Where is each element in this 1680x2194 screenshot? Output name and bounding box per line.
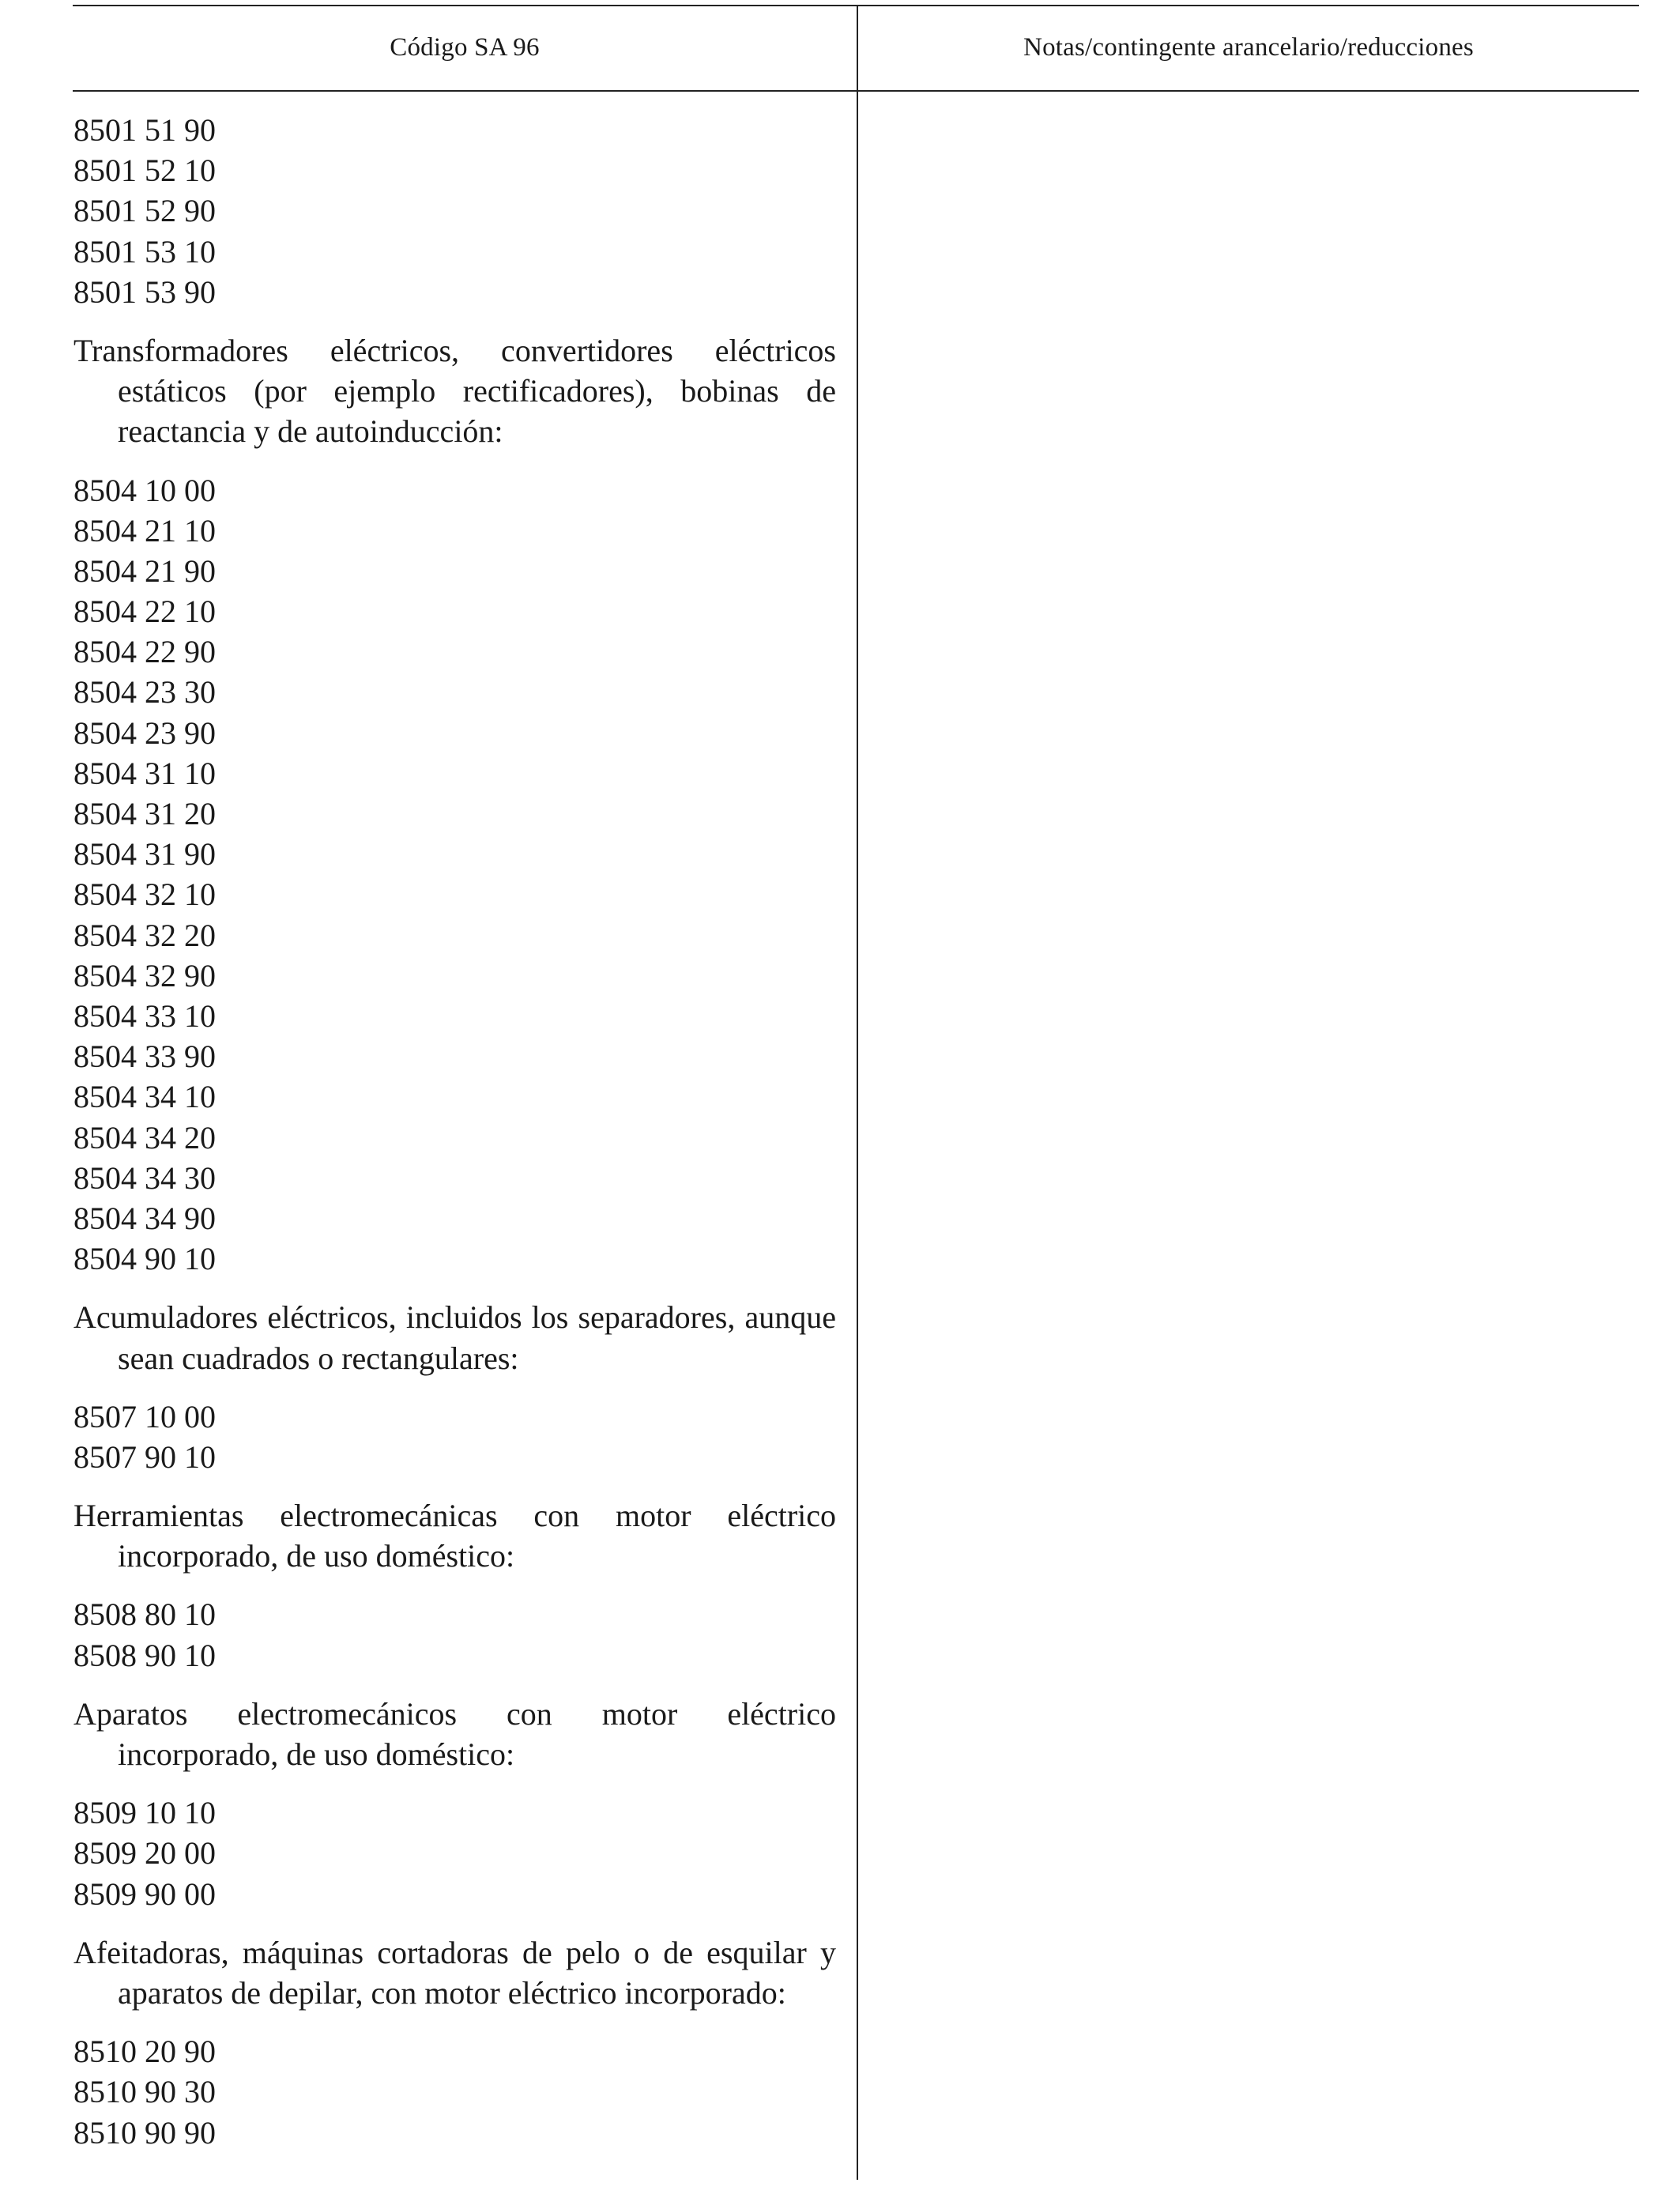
column-divider xyxy=(857,5,858,2180)
table-header-rule xyxy=(73,90,1639,92)
hs-code: 8509 90 00 xyxy=(73,1875,216,1912)
hs-code: 8504 23 90 xyxy=(73,714,216,751)
heading-description: Transformadores eléctricos, convertidores eléctricos estáticos (por ejemplo rectificadores), bobinas de reactancia y de autoinducción: xyxy=(73,332,836,450)
hs-code: 8504 22 10 xyxy=(73,594,216,630)
code-group xyxy=(73,2031,836,2153)
hs-code: 8508 90 10 xyxy=(73,1637,216,1673)
hs-code: 8504 33 90 xyxy=(73,1039,216,1075)
heading-description: Afeitadoras, máquinas cortadoras de pelo o de esquilar y aparatos de depilar, con motor eléctrico incorporado: xyxy=(73,1934,836,2011)
hs-code: 8504 21 90 xyxy=(73,552,216,589)
hs-code: 8501 51 90 xyxy=(73,112,216,148)
hs-code: 8504 32 10 xyxy=(73,876,216,913)
heading-description: Aparatos electromecánicos con motor eléctrico incorporado, de uso doméstico: xyxy=(73,1695,836,1773)
hs-code: 8504 33 10 xyxy=(73,997,216,1034)
hs-code: 8504 10 00 xyxy=(73,472,216,508)
hs-code: 8504 22 90 xyxy=(73,634,216,670)
hs-code: 8501 53 10 xyxy=(73,233,216,270)
hs-code: 8504 34 90 xyxy=(73,1200,216,1236)
hs-code: 8504 31 90 xyxy=(73,836,216,873)
code-group xyxy=(73,1594,836,1675)
column-header-notes: Notas/contingente arancelario/reducciones xyxy=(1023,32,1474,62)
hs-code: 8504 32 20 xyxy=(73,917,216,953)
hs-code: 8504 32 90 xyxy=(73,957,216,993)
hs-code: 8509 20 00 xyxy=(73,1835,216,1872)
code-group xyxy=(73,1793,836,1914)
heading-description: Herramientas electromecánicas con motor eléctrico incorporado, de uso doméstico: xyxy=(73,1498,836,1574)
hs-code: 8504 34 10 xyxy=(73,1079,216,1115)
hs-code: 8510 90 90 xyxy=(73,2114,216,2151)
hs-code: 8509 10 10 xyxy=(73,1795,216,1831)
hs-code: 8508 80 10 xyxy=(73,1596,216,1633)
hs-code: 8507 10 00 xyxy=(73,1398,216,1434)
hs-code: 8504 31 10 xyxy=(73,755,216,791)
hs-code: 8510 20 90 xyxy=(73,2034,216,2070)
column-header-code: Código SA 96 xyxy=(390,32,540,62)
hs-code: 8501 53 90 xyxy=(73,273,216,310)
hs-code: 8504 34 30 xyxy=(73,1159,216,1196)
hs-code: 8507 90 10 xyxy=(73,1438,216,1475)
hs-code: 8501 52 90 xyxy=(73,193,216,229)
hs-code: 8504 31 20 xyxy=(73,796,216,832)
hs-code: 8504 23 30 xyxy=(73,674,216,711)
hs-code: 8504 34 20 xyxy=(73,1119,216,1155)
hs-code: 8510 90 30 xyxy=(73,2074,216,2110)
heading-description: Acumuladores eléctricos, incluidos los separadores, aunque sean cuadrados o rectangulares: xyxy=(73,1299,836,1376)
code-group xyxy=(73,110,836,312)
hs-code: 8504 21 10 xyxy=(73,512,216,548)
hs-code: 8504 90 10 xyxy=(73,1241,216,1277)
code-group xyxy=(73,470,836,1280)
hs-code: 8501 52 10 xyxy=(73,153,216,189)
code-group xyxy=(73,1397,836,1477)
code-column xyxy=(73,110,836,2153)
